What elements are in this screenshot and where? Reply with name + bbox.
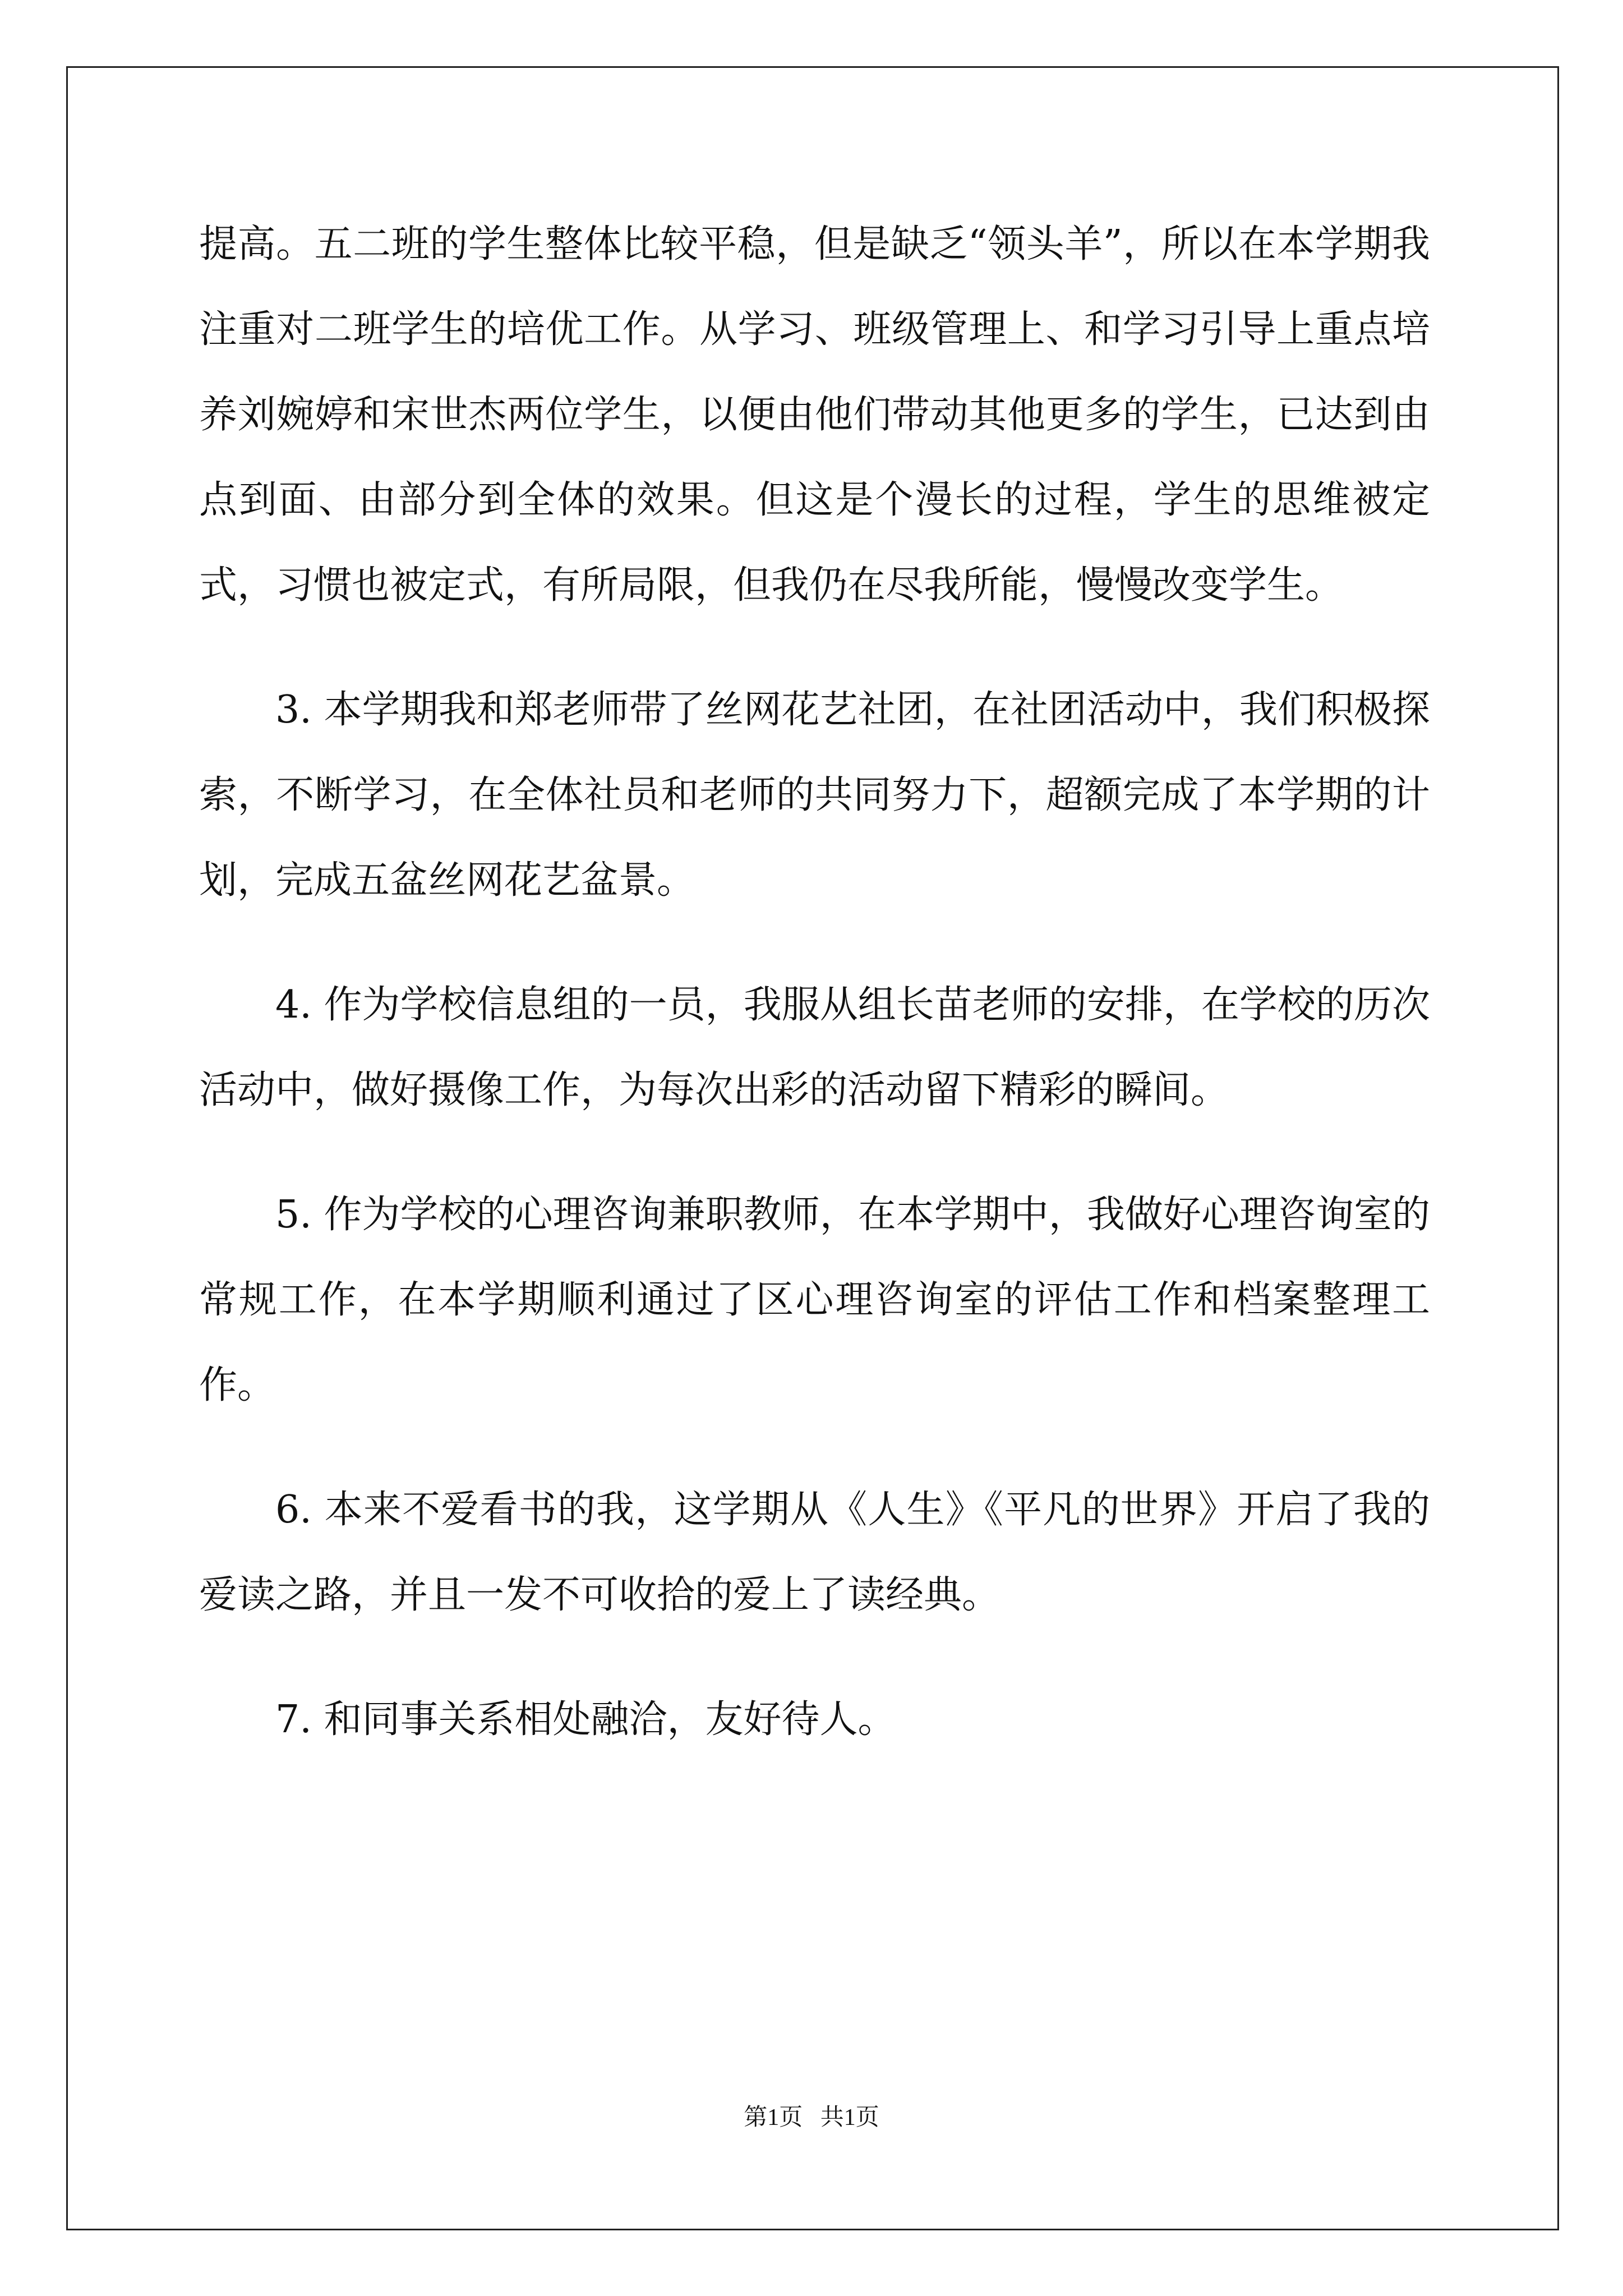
paragraph-4: 5. 作为学校的心理咨询兼职教师，在本学期中，我做好心理咨询室的常规工作，在本学期顺利通过了区心理咨询室的评估工作和档案整理工作。 <box>199 1193 1430 1407</box>
paragraph-2: 3. 本学期我和郑老师带了丝网花艺社团，在社团活动中，我们积极探索，不断学习，在全体社员和老师的共同努力下，超额完成了本学期的计划，完成五盆丝网花艺盆景。 <box>199 688 1430 903</box>
paragraph-5: 6. 本来不爱看书的我，这学期从《人生》《平凡的世界》开启了我的爱读之路，并且一发不可收拾的爱上了读经典。 <box>199 1488 1430 1617</box>
paragraph-1: 提高。五二班的学生整体比较平稳，但是缺乏“领头羊”，所以在本学期我注重对二班学生的培优工作。从学习、班级管理上、和学习引导上重点培养刘婉婷和宋世杰两位学生，以便由他们带动其他更多的学生，已达到由点到面、由部分到全体的效果。但这是个漫长的过程，学生的思维被定式，习惯也被定式，有所局限，但我仍在尽我所能，慢慢改变学生。 <box>199 222 1430 608</box>
paragraph-6: 7. 和同事关系相处融洽，友好待人。 <box>275 1697 896 1742</box>
document-body <box>199 202 1430 1802</box>
paragraph-3: 4. 作为学校信息组的一员，我服从组长苗老师的安排，在学校的历次活动中，做好摄像工作，为每次出彩的活动留下精彩的瞬间。 <box>199 983 1430 1112</box>
page-footer: 第1页 共1页 <box>744 2105 879 2131</box>
